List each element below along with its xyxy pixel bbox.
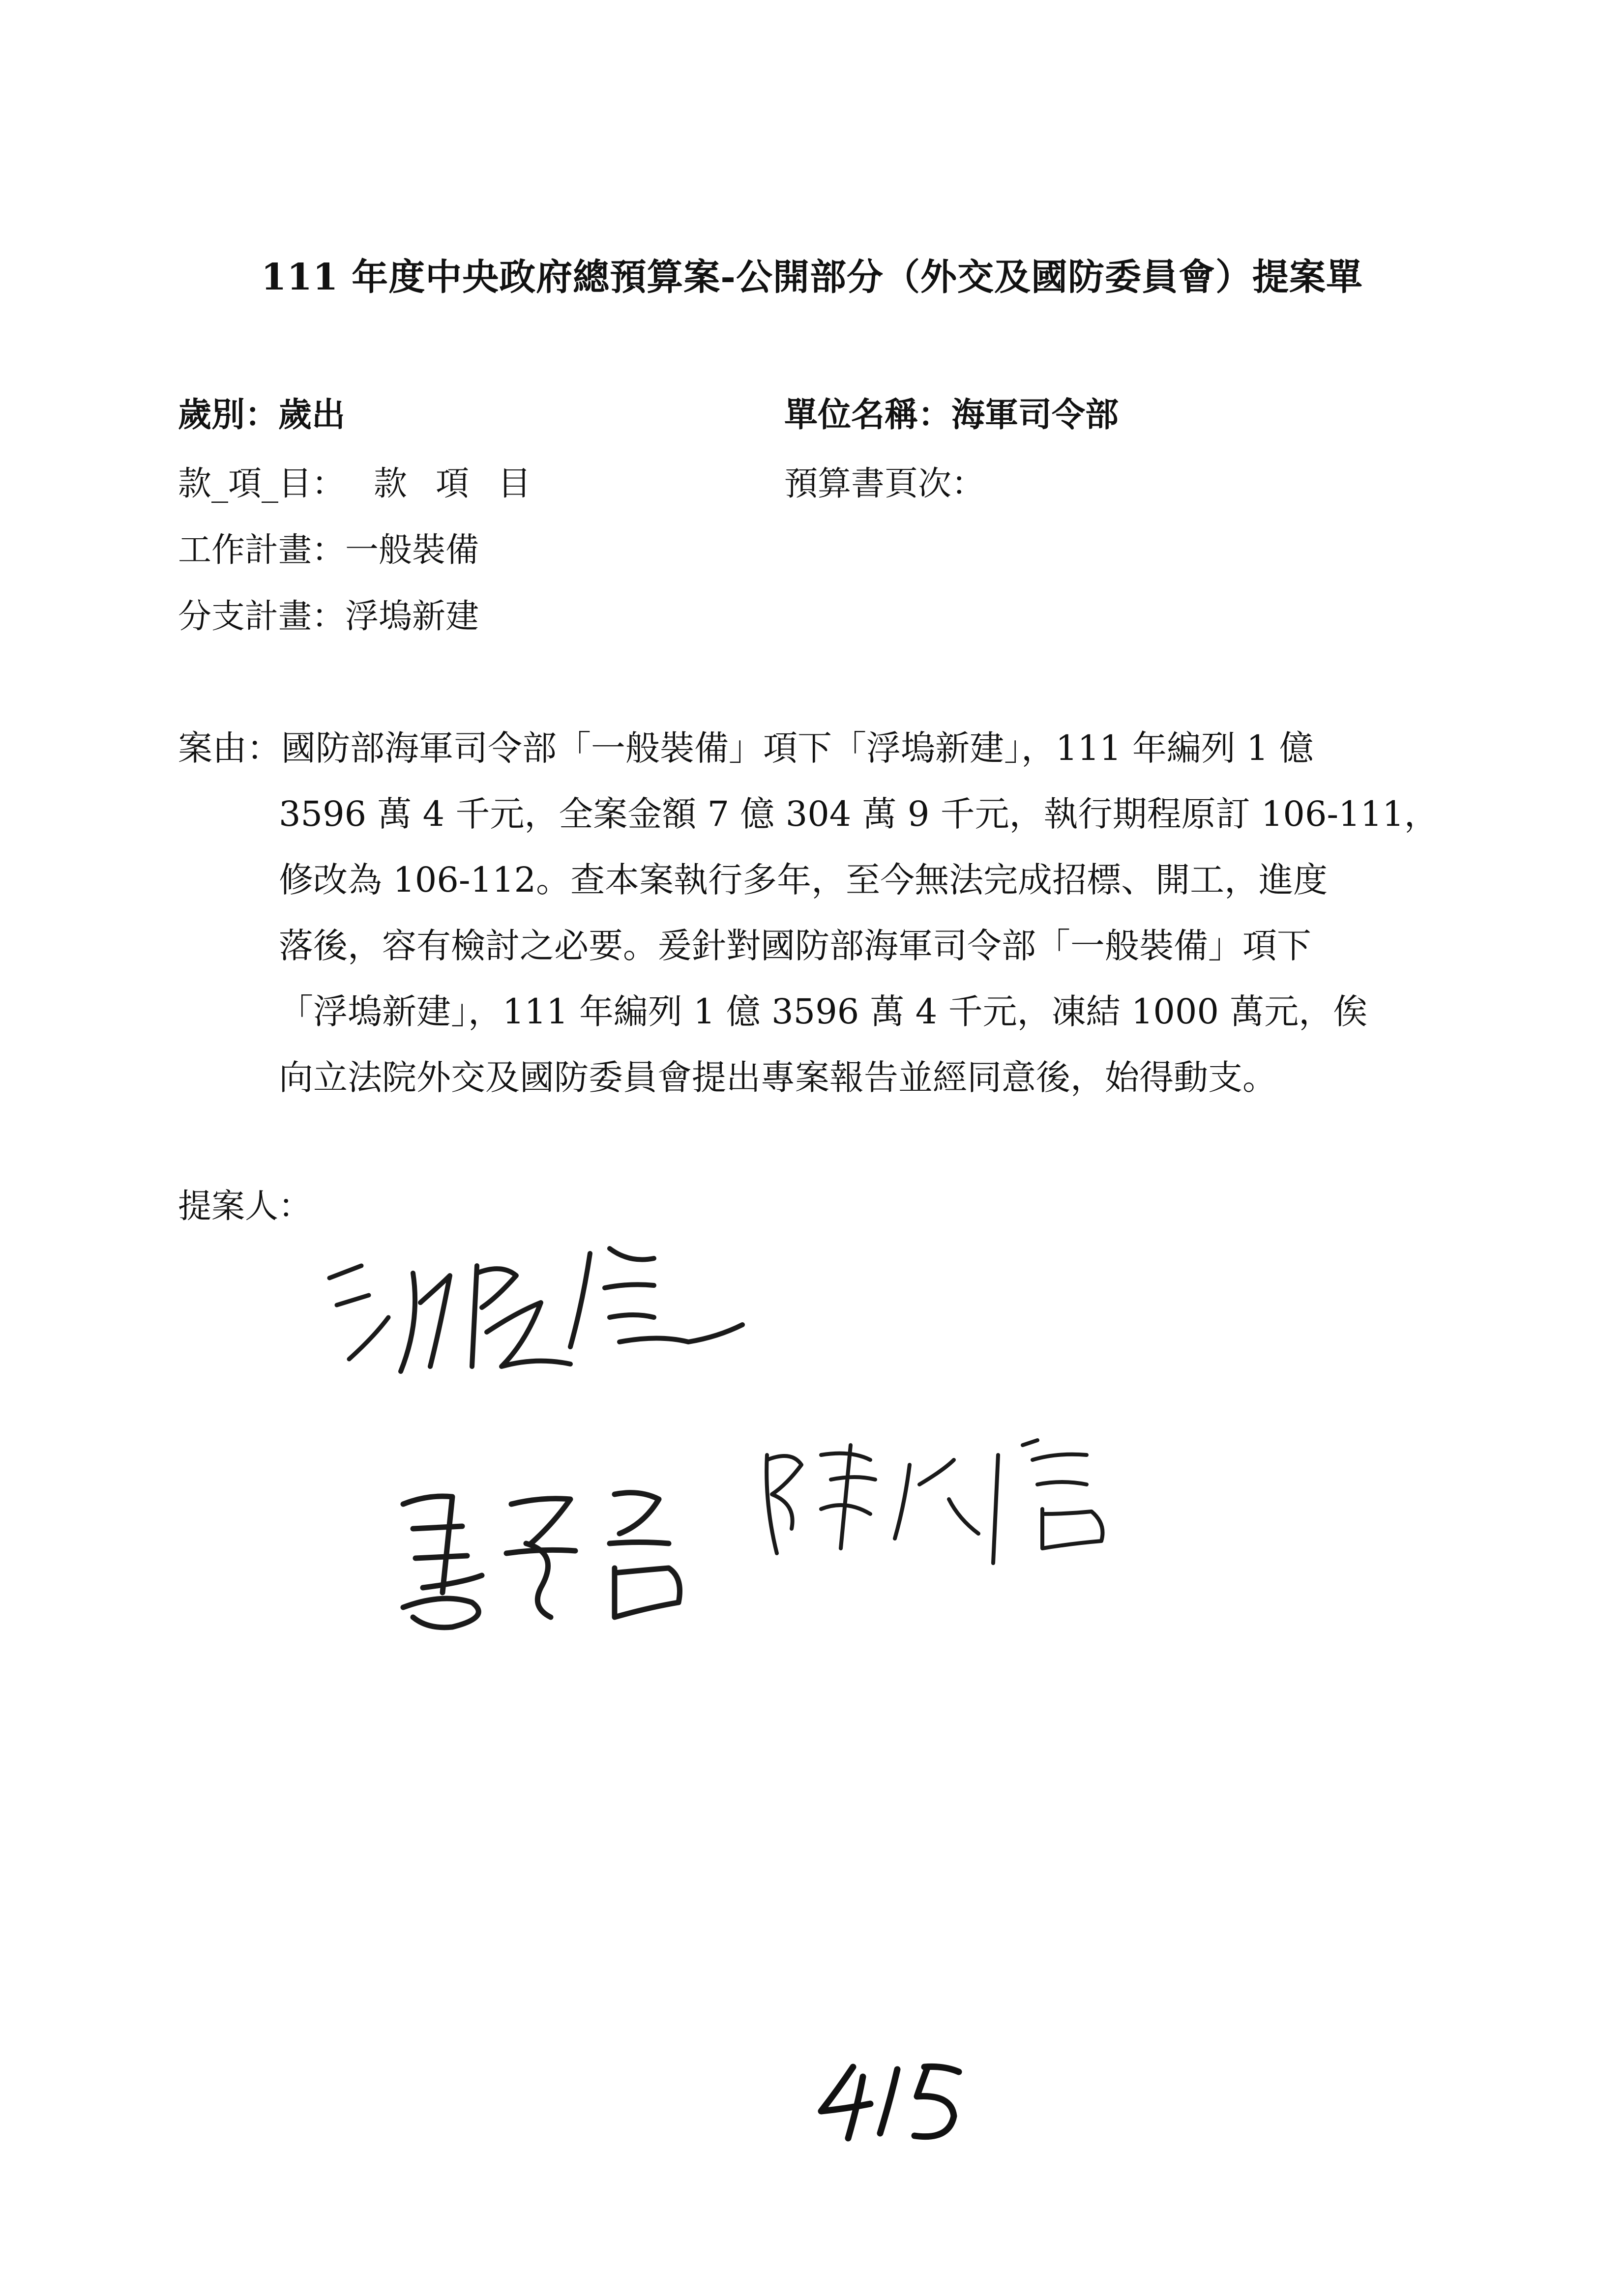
signature-3 [747, 1425, 1155, 1578]
kxm-value-xiang: 項 [436, 465, 470, 503]
reason-line: 3596 萬 4 千元，全案金額 7 億 304 萬 9 千元，執行期程原訂 106-111， [279, 794, 1439, 834]
page-number-handwritten [811, 2055, 974, 2153]
signature-1 [315, 1219, 757, 1396]
kxm-field [178, 457, 531, 505]
reason-line: 修改為 106-112。查本案執行多年，至今無法完成招標、開工，進度 [279, 860, 1328, 900]
reason-line: 「浮塢新建」，111 年編列 1 億 3596 萬 4 千元，凍結 1000 萬元，俟 [279, 991, 1368, 1032]
branch-plan-field: 分支計畫：浮塢新建 [178, 597, 479, 636]
kxm-label: 款_項_目： [178, 465, 346, 503]
reason-line: 向立法院外交及國防委員會提出專案報告並經同意後，始得動支。 [279, 1057, 1277, 1098]
document-title: 111 年度中央政府總預算案-公開部分（外交及國防委員會）提案單 [261, 256, 1363, 298]
reason-line: 落後，容有檢討之必要。爰針對國防部海軍司令部「一般裝備」項下 [279, 926, 1311, 966]
unit-name-field: 單位名稱：海軍司令部 [784, 395, 1119, 435]
work-plan-field: 工作計畫：一般裝備 [178, 531, 479, 570]
kxm-value-mu: 目 [498, 465, 531, 503]
signature-2 [384, 1470, 728, 1652]
kxm-value-kuan: 款 [374, 465, 408, 503]
budget-page-field: 預算書頁次： [784, 465, 985, 503]
reason-paragraph [178, 715, 1439, 1110]
reason-line: 案由：國防部海軍司令部「一般裝備」項下「浮塢新建」，111 年編列 1 億 [178, 728, 1314, 768]
proposer-label: 提案人： [178, 1187, 312, 1226]
category-field: 歲別：歲出 [178, 395, 346, 435]
